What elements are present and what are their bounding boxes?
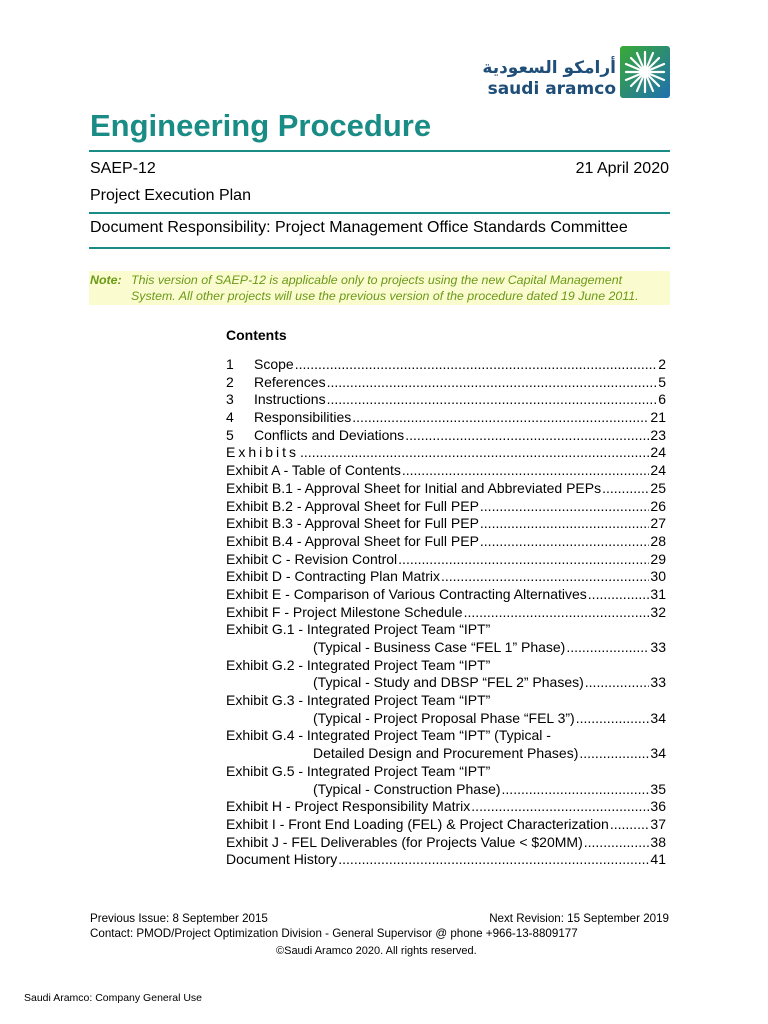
- logo-english-text: saudi aramco: [487, 79, 616, 99]
- toc-page-number: 41: [650, 851, 666, 868]
- toc-entry: [226, 374, 666, 392]
- toc-entry-number: 5: [226, 426, 234, 443]
- toc-page-number: 5: [658, 373, 666, 390]
- toc-entry: [226, 533, 666, 551]
- toc-entry: [226, 515, 666, 533]
- contents-heading: Contents: [226, 327, 287, 343]
- toc-dot-leader: [602, 480, 649, 498]
- toc-page-number: 35: [650, 780, 666, 797]
- note-label: Note:: [90, 273, 122, 287]
- toc-page-number: 30: [650, 568, 666, 585]
- toc-entry-title: Exhibit D - Contracting Plan Matrix: [226, 568, 440, 585]
- note-text-line: This version of SAEP-12 is applicable only to projects using the new Capital Management: [131, 273, 623, 287]
- toc-entry-title: Scope: [254, 356, 294, 372]
- toc-entry: [226, 391, 666, 409]
- toc-dot-leader: [441, 568, 649, 586]
- toc-entry-continuation: [226, 639, 666, 657]
- toc-page-number: 21: [650, 409, 666, 426]
- toc-entry-title: Exhibit B.4 - Approval Sheet for Full PEP: [226, 532, 479, 549]
- toc-entry-subtitle: (Typical - Construction Phase): [313, 780, 501, 797]
- toc-dot-leader: [402, 462, 650, 480]
- toc-page-number: 36: [650, 798, 666, 815]
- toc-dot-leader: [610, 816, 650, 834]
- toc-entry: [226, 727, 666, 745]
- toc-entry: [226, 834, 666, 852]
- toc-entry-title: Conflicts and Deviations: [254, 426, 405, 443]
- toc-dot-leader: [398, 551, 649, 569]
- document-id: SAEP-12: [90, 160, 156, 177]
- toc-entry: [226, 498, 666, 516]
- toc-dot-leader: [338, 851, 649, 869]
- toc-dot-leader: [579, 745, 649, 763]
- toc-entry: [226, 480, 666, 498]
- toc-entry: [226, 851, 666, 869]
- toc-dot-leader: [585, 674, 650, 692]
- toc-dot-leader: [327, 374, 658, 392]
- toc-page-number: 33: [650, 639, 666, 655]
- previous-issue: Previous Issue: 8 September 2015: [90, 912, 268, 925]
- document-title: Project Execution Plan: [90, 187, 251, 204]
- toc-page-number: 29: [650, 550, 666, 567]
- toc-dot-leader: [352, 409, 649, 427]
- toc-page-number: 31: [650, 585, 666, 602]
- toc-page-number: 23: [650, 426, 666, 443]
- classification-label: Saudi Aramco: Company General Use: [24, 992, 203, 1004]
- next-revision: Next Revision: 15 September 2019: [489, 912, 669, 925]
- toc-page-number: 33: [650, 674, 666, 691]
- toc-page-number: 34: [650, 709, 666, 726]
- toc-entry-title: Exhibit J - FEL Deliverables (for Projects Value < $20MM): [226, 833, 583, 850]
- toc-entry-continuation: [226, 781, 666, 799]
- toc-entry-title: Responsibilities: [254, 409, 352, 426]
- toc-entry-title: Exhibit I - Front End Loading (FEL) & Project Characterization: [226, 815, 609, 832]
- toc-entry-title: Exhibit G.3 - Integrated Project Team “IPT”: [226, 692, 491, 709]
- toc-dot-leader: [295, 356, 658, 374]
- divider-rule: [89, 150, 670, 152]
- copyright-notice: ©Saudi Aramco 2020. All rights reserved.: [276, 945, 477, 957]
- toc-dot-leader: [480, 533, 650, 551]
- toc-dot-leader: [588, 586, 650, 604]
- divider-rule: [89, 212, 670, 214]
- toc-entry-subtitle: (Typical - Study and DBSP “FEL 2” Phases): [313, 674, 584, 691]
- toc-page-number: 38: [650, 833, 666, 850]
- toc-page-number: 2: [658, 356, 666, 372]
- note-text-line: System. All other projects will use the previous version of the procedure dated 19 June 2011.: [131, 289, 639, 303]
- toc-entry: [226, 763, 666, 781]
- toc-entry-title: Exhibit E - Comparison of Various Contracting Alternatives: [226, 585, 587, 602]
- toc-entry: [226, 356, 666, 374]
- toc-entry: [226, 444, 666, 462]
- toc-dot-leader: [405, 427, 649, 445]
- toc-dot-leader: [576, 710, 650, 728]
- saudi-aramco-logo: [482, 44, 672, 100]
- toc-page-number: 32: [650, 603, 666, 620]
- toc-entry-title: Exhibit G.1 - Integrated Project Team “IPT”: [226, 621, 491, 638]
- toc-entry-title: Exhibit B.1 - Approval Sheet for Initial and Abbreviated PEPs: [226, 479, 602, 496]
- toc-dot-leader: [584, 834, 650, 852]
- toc-entry-title: Exhibit G.5 - Integrated Project Team “IPT”: [226, 762, 491, 779]
- toc-entry-title: Instructions: [254, 391, 326, 408]
- toc-dot-leader: [327, 391, 658, 409]
- toc-entry-subtitle: (Typical - Business Case “FEL 1” Phase): [313, 639, 566, 655]
- divider-rule: [89, 247, 670, 249]
- toc-entry: [226, 551, 666, 569]
- contact-info: Contact: PMOD/Project Optimization Division - General Supervisor @ phone +966-13-8809177: [90, 927, 578, 940]
- toc-page-number: 24: [650, 462, 666, 479]
- toc-page-number: 24: [650, 444, 666, 461]
- toc-entry: [226, 692, 666, 710]
- toc-entry: [226, 657, 666, 675]
- toc-entry-number: 4: [226, 409, 234, 426]
- toc-entry-subtitle: (Typical - Project Proposal Phase “FEL 3”): [313, 709, 575, 726]
- toc-entry-title: Exhibit A - Table of Contents: [226, 462, 401, 479]
- logo-arabic-text: أرامكو السعودية: [482, 58, 616, 78]
- toc-dot-leader: [471, 798, 649, 816]
- toc-entry: [226, 798, 666, 816]
- toc-entry-title: Exhibit F - Project Milestone Schedule: [226, 603, 463, 620]
- note-box: [89, 271, 670, 305]
- toc-entry-subtitle: Detailed Design and Procurement Phases): [313, 745, 579, 762]
- toc-entry-continuation: [226, 710, 666, 728]
- aramco-star-icon: [618, 44, 672, 100]
- toc-dot-leader: [480, 498, 650, 516]
- toc-page-number: 26: [650, 497, 666, 514]
- toc-entry: [226, 621, 666, 639]
- toc-entry-title: Exhibit G.4 - Integrated Project Team “IPT” (Typical -: [226, 727, 551, 744]
- toc-entry-continuation: [226, 674, 666, 692]
- toc-dot-leader: [480, 515, 650, 533]
- toc-entry: [226, 427, 666, 445]
- toc-dot-leader: [300, 444, 649, 462]
- document-type-title: Engineering Procedure: [90, 108, 432, 143]
- toc-entry: [226, 409, 666, 427]
- toc-entry: [226, 816, 666, 834]
- toc-page-number: 25: [650, 479, 666, 496]
- toc-entry-continuation: [226, 745, 666, 763]
- toc-entry-title: Document History: [226, 851, 338, 868]
- toc-entry-title: Exhibit B.2 - Approval Sheet for Full PEP: [226, 497, 479, 514]
- toc-entry-number: 3: [226, 391, 234, 408]
- toc-entry-number: 1: [226, 356, 234, 372]
- toc-entry: [226, 568, 666, 586]
- toc-entry-title: Exhibit G.2 - Integrated Project Team “IPT”: [226, 656, 491, 673]
- toc-page-number: 6: [658, 391, 666, 408]
- toc-entry: [226, 586, 666, 604]
- toc-entry: [226, 462, 666, 480]
- toc-page-number: 28: [650, 532, 666, 549]
- toc-entry-title: Exhibits: [226, 444, 300, 461]
- document-date: 21 April 2020: [575, 160, 669, 177]
- table-of-contents: [226, 356, 666, 869]
- toc-page-number: 34: [650, 745, 666, 762]
- document-responsibility: Document Responsibility: Project Management Office Standards Committee: [90, 219, 628, 236]
- toc-entry-title: Exhibit H - Project Responsibility Matrix: [226, 798, 471, 815]
- toc-dot-leader: [566, 639, 649, 657]
- toc-entry-title: Exhibit B.3 - Approval Sheet for Full PEP: [226, 515, 479, 532]
- toc-entry-title: References: [254, 373, 326, 390]
- toc-dot-leader: [502, 781, 650, 799]
- toc-page-number: 37: [650, 815, 666, 832]
- toc-entry-title: Exhibit C - Revision Control: [226, 550, 398, 567]
- toc-dot-leader: [464, 604, 650, 622]
- toc-entry-number: 2: [226, 373, 234, 390]
- toc-entry: [226, 604, 666, 622]
- toc-page-number: 27: [650, 515, 666, 532]
